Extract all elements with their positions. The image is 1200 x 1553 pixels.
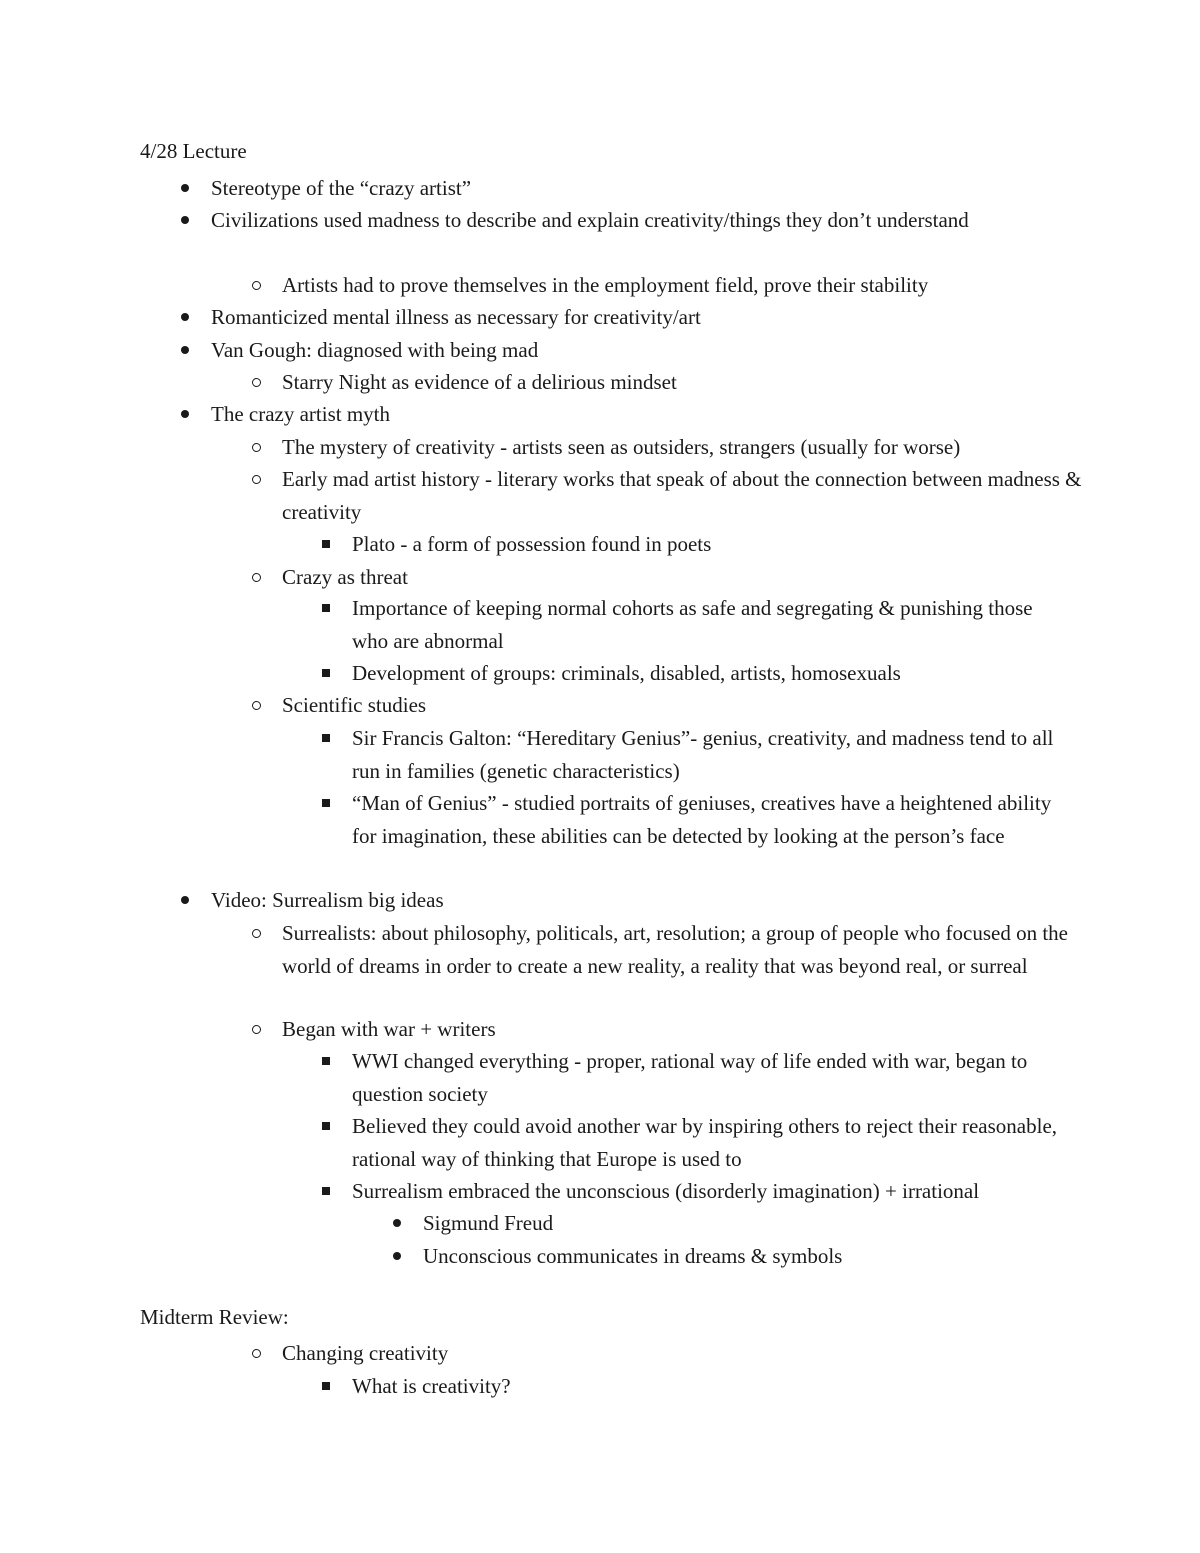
list-item: “Man of Genius” - studied portraits of geniuses, creatives have a heightened ability for imagination, these abilities can be detected by looking at the person’s face	[352, 787, 1072, 852]
hollow-bullet-icon	[246, 689, 266, 722]
square-bullet-icon	[316, 592, 336, 625]
filled-bullet-icon	[175, 301, 195, 334]
list-item: Video: Surrealism big ideas	[211, 884, 1081, 917]
hollow-bullet-icon	[246, 1013, 266, 1046]
square-bullet-icon	[316, 657, 336, 690]
hollow-bullet-icon	[246, 366, 266, 399]
square-bullet-icon	[316, 1370, 336, 1403]
list-item: Surrealists: about philosophy, politicals, art, resolution; a group of people who focused on the world of dreams in order to create a new reality, a reality that was beyond real, or surreal	[282, 917, 1082, 982]
list-item: WWI changed everything - proper, rational way of life ended with war, began to question society	[352, 1045, 1072, 1110]
square-bullet-icon	[316, 787, 336, 820]
filled-bullet-icon	[175, 172, 195, 205]
list-item: The mystery of creativity - artists seen as outsiders, strangers (usually for worse)	[282, 431, 1082, 464]
list-item: Civilizations used madness to describe and explain creativity/things they don’t understand	[211, 204, 1081, 237]
list-item: Surrealism embraced the unconscious (disorderly imagination) + irrational	[352, 1175, 1072, 1208]
hollow-bullet-icon	[246, 431, 266, 464]
list-item: Importance of keeping normal cohorts as safe and segregating & punishing those who are abnormal	[352, 592, 1072, 657]
filled-bullet-icon	[387, 1207, 407, 1240]
hollow-bullet-icon	[246, 269, 266, 302]
hollow-bullet-icon	[246, 463, 266, 496]
square-bullet-icon	[316, 722, 336, 755]
square-bullet-icon	[316, 1175, 336, 1208]
list-item: Romanticized mental illness as necessary for creativity/art	[211, 301, 1081, 334]
list-item: Unconscious communicates in dreams & symbols	[423, 1240, 1073, 1273]
list-item: Scientific studies	[282, 689, 1082, 722]
filled-bullet-icon	[175, 398, 195, 431]
list-item: Changing creativity	[282, 1337, 1082, 1370]
hollow-bullet-icon	[246, 561, 266, 594]
list-item: The crazy artist myth	[211, 398, 1081, 431]
list-item: Sir Francis Galton: “Hereditary Genius”- genius, creativity, and madness tend to all run in families (genetic characteristics)	[352, 722, 1072, 787]
midterm-heading: Midterm Review:	[140, 1305, 289, 1329]
list-item: Stereotype of the “crazy artist”	[211, 172, 1081, 205]
hollow-bullet-icon	[246, 917, 266, 950]
hollow-bullet-icon	[246, 1337, 266, 1370]
square-bullet-icon	[316, 528, 336, 561]
lecture-heading: 4/28 Lecture	[140, 139, 247, 163]
list-item: Artists had to prove themselves in the employment field, prove their stability	[282, 269, 1082, 302]
list-item: Van Gough: diagnosed with being mad	[211, 334, 1081, 367]
list-item: Development of groups: criminals, disabled, artists, homosexuals	[352, 657, 1072, 690]
list-item: Believed they could avoid another war by inspiring others to reject their reasonable, rational way of thinking that Europe is used to	[352, 1110, 1072, 1175]
filled-bullet-icon	[387, 1240, 407, 1273]
filled-bullet-icon	[175, 334, 195, 367]
list-item: Early mad artist history - literary works that speak of about the connection between madness & creativity	[282, 463, 1082, 528]
square-bullet-icon	[316, 1110, 336, 1143]
list-item: What is creativity?	[352, 1370, 1072, 1403]
square-bullet-icon	[316, 1045, 336, 1078]
list-item: Crazy as threat	[282, 561, 1082, 594]
filled-bullet-icon	[175, 884, 195, 917]
list-item: Starry Night as evidence of a delirious mindset	[282, 366, 1082, 399]
list-item: Sigmund Freud	[423, 1207, 1073, 1240]
list-item: Began with war + writers	[282, 1013, 1082, 1046]
list-item: Plato - a form of possession found in poets	[352, 528, 1072, 561]
filled-bullet-icon	[175, 204, 195, 237]
